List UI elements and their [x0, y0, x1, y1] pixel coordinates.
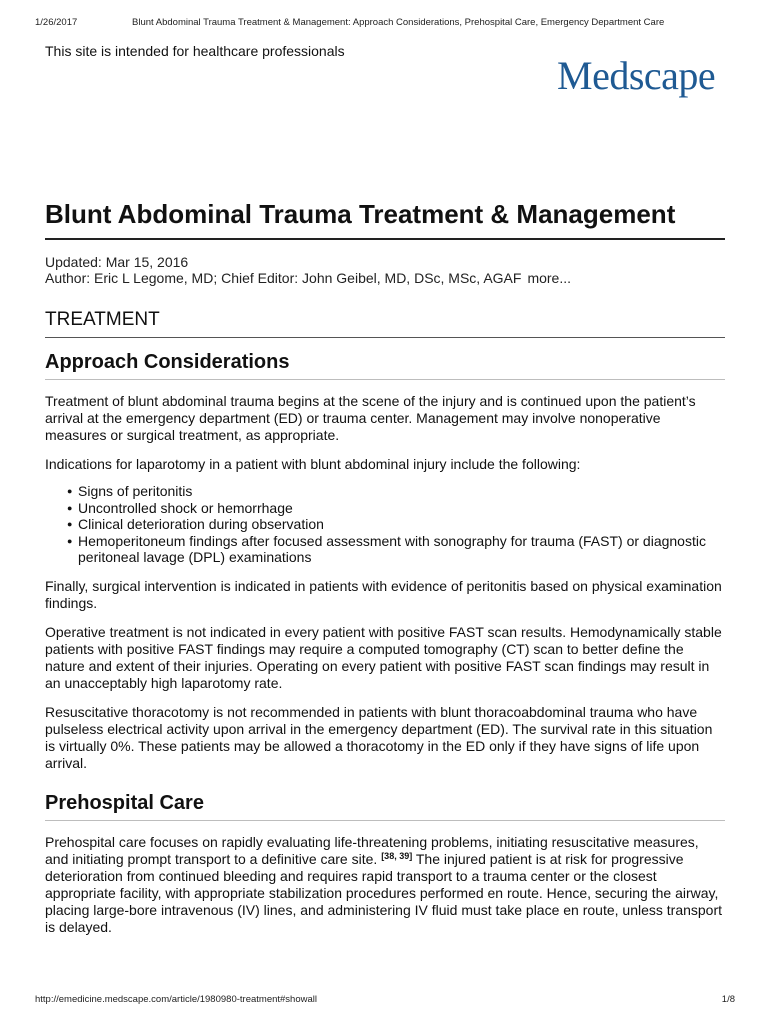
- article: [45, 198, 725, 936]
- reference-link[interactable]: [38, 39]: [381, 850, 413, 861]
- section-divider: [45, 337, 725, 338]
- updated-date: Updated: Mar 15, 2016: [45, 254, 189, 270]
- prehospital-divider: [45, 820, 725, 821]
- title-divider: [45, 238, 725, 240]
- approach-paragraph-5: Resuscitative thoracotomy is not recommended in patients with blunt thoracoabdominal trauma who have pulseless electrical activity upon arrival in the emergency department (ED). The survival rate in this situation is virtually 0%. These patients may be allowed a thoracotomy in the ED only if they have signs of life upon arrival.: [45, 703, 713, 771]
- list-item-text: Clinical deterioration during observation: [78, 516, 324, 532]
- approach-paragraph-2: Indications for laparotomy in a patient with blunt abdominal injury include the following:: [45, 456, 581, 472]
- indications-list: [45, 483, 725, 566]
- page-url: http://emedicine.medscape.com/article/1980980-treatment#showall: [35, 994, 317, 1005]
- section-label: TREATMENT: [45, 309, 160, 330]
- list-item-text: Signs of peritonitis: [78, 483, 193, 499]
- more-link[interactable]: more...: [527, 270, 572, 286]
- print-header: [35, 17, 735, 29]
- approach-paragraph-1: Treatment of blunt abdominal trauma begins at the scene of the injury and is continued upon the patient’s arrival at the emergency department (ED) or trauma center. Management may involve nonoperative measures or surgical treatment, as appropriate.: [45, 393, 696, 443]
- logo-part-scape: scape: [628, 53, 716, 98]
- list-item: [67, 500, 725, 517]
- author-line: [45, 270, 725, 286]
- bullet-icon: ●: [67, 519, 73, 529]
- article-title: Blunt Abdominal Trauma Treatment & Management: [45, 199, 676, 229]
- page-number: 1/8: [721, 994, 735, 1005]
- approach-paragraph-4: Operative treatment is not indicated in every patient with positive FAST scan results. Hemodynamically stable patients with positive FAST findings may require a computed tomography (CT) scan to better define the nature and extent of their injuries. Operating on every patient with positive FAST scan findings may result in an unacceptably high laparotomy rate.: [45, 623, 722, 691]
- approach-divider: [45, 379, 725, 380]
- article-meta: [45, 254, 725, 286]
- print-page-title: Blunt Abdominal Trauma Treatment & Management: Approach Considerations, Prehospital Care, Emergency Department Care: [132, 17, 665, 28]
- bullet-icon: ●: [67, 502, 73, 513]
- list-item-text: Hemoperitoneum findings after focused assessment with sonography for trauma (FAST) or diagnostic peritoneal lavage (DPL) examinations: [78, 532, 706, 565]
- list-item: [67, 533, 725, 566]
- logo-part-med: Med: [557, 53, 629, 98]
- prehospital-text-end: The injured patient is at risk for progressive deterioration from continued bleeding and requires rapid transport to a trauma center or the closest appropriate facility, with appropriate stabilization procedures performed en route. Hence, securing the airway, placing large-bore intravenous (IV) lines, and administering IV fluid must take place en route, unless transport is delayed.: [45, 850, 723, 935]
- site-notice: This site is intended for healthcare professionals: [45, 43, 345, 59]
- list-item: [67, 516, 725, 533]
- bullet-icon: ●: [67, 535, 73, 546]
- list-item: [67, 483, 725, 500]
- prehospital-heading: Prehospital Care: [45, 791, 204, 814]
- approach-paragraph-3: Finally, surgical intervention is indicated in patients with evidence of peritonitis based on physical examination findings.: [45, 577, 722, 611]
- print-footer: [35, 994, 735, 1006]
- author-text: Author: Eric L Legome, MD; Chief Editor: John Geibel, MD, DSc, MSc, AGAF: [45, 270, 522, 286]
- prehospital-text-start: Prehospital care focuses on rapidly evaluating life-threatening problems, initiating resuscitative measures, and initiating prompt transport to a definitive care site.: [45, 833, 699, 867]
- prehospital-paragraph: [45, 834, 725, 936]
- list-item-text: Uncontrolled shock or hemorrhage: [78, 499, 293, 516]
- approach-heading: Approach Considerations: [45, 351, 290, 373]
- medscape-logo[interactable]: [557, 52, 715, 100]
- bullet-icon: ●: [67, 486, 73, 496]
- print-date: 1/26/2017: [35, 17, 78, 28]
